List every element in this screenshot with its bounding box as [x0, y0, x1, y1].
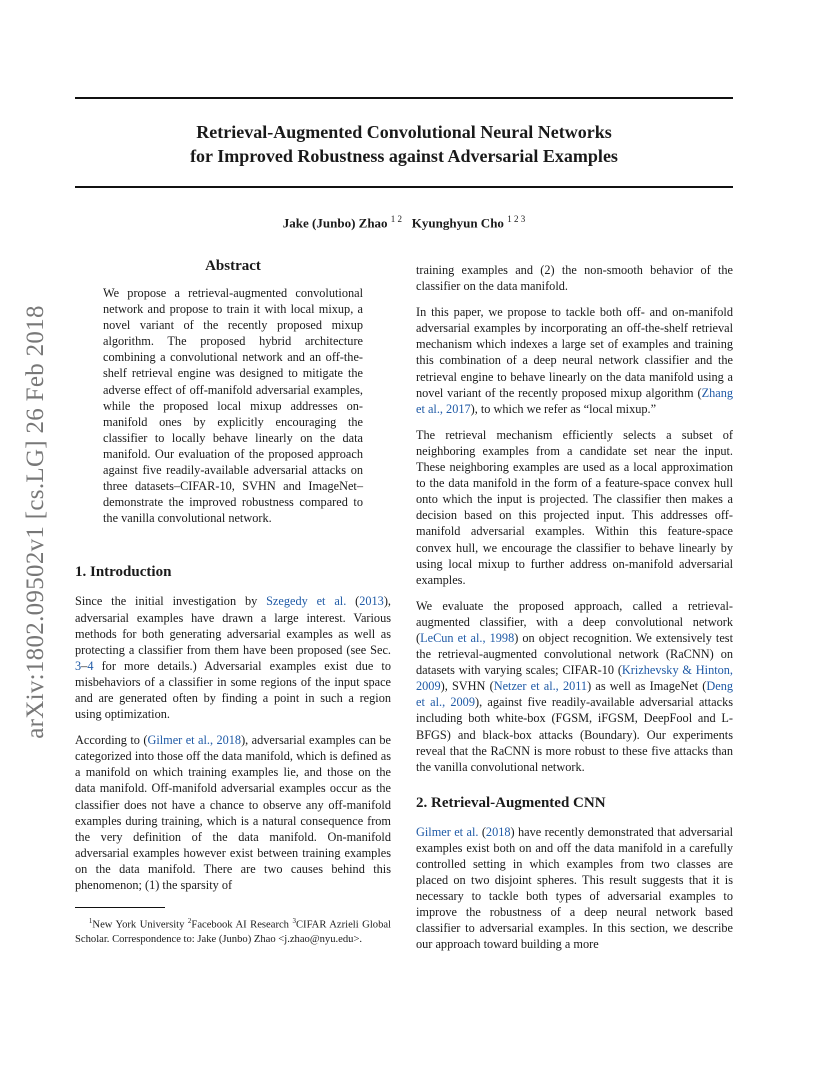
intro-paragraph-1: Since the initial investigation by Szegedy et al. (2013), adversarial examples have drawn a large interest. Various methods for both generating adversarial examples as well as protecting a classifier from them have been proposed (see Sec. 3–4 for more details.) Adversarial examples exist due to misbehaviors of a classifier in some regions of the input space and are generated often by finding a point in such a region using optimization.: [75, 594, 391, 722]
author-2-affiliations: 1 2 3: [507, 214, 526, 224]
intro-paragraph-2-continued: training examples and (2) the non-smooth behavior of the classifier on the data manifold.: [416, 263, 733, 294]
abstract-heading: Abstract: [205, 258, 261, 274]
citation-link[interactable]: Gilmer et al.: [416, 824, 479, 839]
abstract-text: We propose a retrieval-augmented convolutional network and propose to train it with local mixup, a novel variant of the recently proposed mixup algorithm. The proposed hybrid architecture combining a convolutional network and an off-the-shelf retrieval engine was designed to mitigate the adverse effect of off-manifold adversarial examples, while the proposed local mixup addresses on-manifold ones by explicitly encouraging the classifier to locally behave linearly on the data manifold. Our evaluation of the proposed approach against five readily-available adversarial attacks on three datasets–CIFAR-10, SVHN and ImageNet– demonstrate the improved robustness compared to the vanilla convolutional network.: [103, 286, 363, 526]
intro-paragraph-2: According to (Gilmer et al., 2018), adversarial examples can be categorized into those off the data manifold, which is defined as a manifold on which training examples lie, and those on the data manifold. Off-manifold adversarial examples occur as the classifier does not have a chance to observe any off-manifold examples during training, which is a natural consequence from the very definition of the data manifold. On-manifold adversarial examples however exist between training examples on the data manifold. There are two causes behind this phenomenon; (1) the sparsity of: [75, 733, 392, 892]
paper-title-line-2: for Improved Robustness against Adversarial Examples: [190, 146, 618, 166]
section-1-heading: 1. Introduction: [75, 564, 172, 581]
section-ref-link[interactable]: 3: [75, 658, 82, 673]
title-rule-top: [75, 97, 733, 99]
citation-link[interactable]: 2018: [485, 824, 511, 839]
author-list: [75, 214, 733, 231]
citation-link[interactable]: Netzer et al., 2011: [493, 679, 588, 694]
citation-link[interactable]: Szegedy et al.: [266, 594, 347, 609]
author-1-name: Jake (Junbo) Zhao: [282, 215, 388, 231]
arxiv-id-text: arXiv:1802.09502v1 [cs.LG] 26 Feb 2018: [22, 305, 49, 739]
right-column: [416, 262, 733, 953]
paper-title-line-1: Retrieval-Augmented Convolutional Neural Networks: [196, 122, 612, 142]
citation-link[interactable]: Gilmer et al., 2018: [147, 733, 242, 748]
intro-paragraph-3: In this paper, we propose to tackle both off- and on-manifold adversarial examples by incorporating an off-the-shelf retrieval mechanism which indexes a large set of examples and training this combination of a deep neural network classifier and the retrieval engine to behave linearly on the data manifold using a novel variant of the recently proposed mixup algorithm (Zhang et al., 2017), to which we refer as “local mixup.”: [416, 305, 733, 416]
citation-link[interactable]: LeCun et al., 1998: [420, 630, 515, 645]
affiliation-footnote: $^1$New York University $^2$Facebook AI Research $^3$CIFAR Azrieli Global Scholar. Correspondence to: Jake (Junbo) Zhao <j.zhao@nyu.edu>.: [75, 917, 392, 945]
citation-link[interactable]: Zhang et al., 2017: [416, 385, 733, 416]
section-2-paragraph-1: Gilmer et al. (2018) have recently demonstrated that adversarial examples exist both on and off the data manifold in a carefully controlled setting in which examples from two classes are placed on two disjoint spheres. This result suggests that it is necessary to tackle both types of adversarial examples to improve the robustness of a deep neural network based classifier to adversarial examples. In this section, we describe our approach toward building a more: [416, 824, 733, 952]
section-ref-link[interactable]: 4: [87, 658, 94, 673]
citation-link[interactable]: 2013: [359, 594, 384, 609]
arxiv-sidebar-stamp: [22, 288, 50, 756]
author-1-affiliations: 1 2: [390, 214, 403, 224]
citation-link[interactable]: Deng et al., 2009: [416, 679, 733, 710]
title-rule-bottom: [75, 186, 733, 188]
section-2-heading: 2. Retrieval-Augmented CNN: [416, 794, 606, 811]
footnote-rule: [75, 907, 165, 908]
intro-paragraph-5: We evaluate the proposed approach, called a retrieval-augmented classifier, with a deep convolutional network (LeCun et al., 1998) on object recognition. We extensively test the retrieval-augmented convolutional network (RaCNN) on datasets with varying scales; CIFAR-10 (Krizhevsky & Hinton, 2009), SVHN (Netzer et al., 2011) as well as ImageNet (Deng et al., 2009), against five readily-available adversarial attacks including both white-box (FGSM, iFGSM, DeepFool and L-BFGS) and black-box attacks (Boundary). Our experiments reveal that the RaCNN is more robust to these five attacks than the vanilla convolutional network.: [416, 598, 734, 774]
author-2-name: Kyunghyun Cho: [411, 215, 504, 231]
left-column: [75, 258, 391, 947]
citation-link[interactable]: Krizhevsky & Hinton, 2009: [416, 663, 734, 694]
intro-paragraph-4: The retrieval mechanism efficiently selects a subset of neighboring examples from a candidate set near the input. These neighboring examples are used as a local approximation to the data manifold in the form of a feature-space convex hull onto which the input is projected. The classifier then makes a decision based on this projected input. This addresses off-manifold adversarial examples. Within this feature-space convex hull, we encourage the classifier to behave linearly by using local mixup to further address on-manifold adversarial examples.: [416, 427, 733, 587]
